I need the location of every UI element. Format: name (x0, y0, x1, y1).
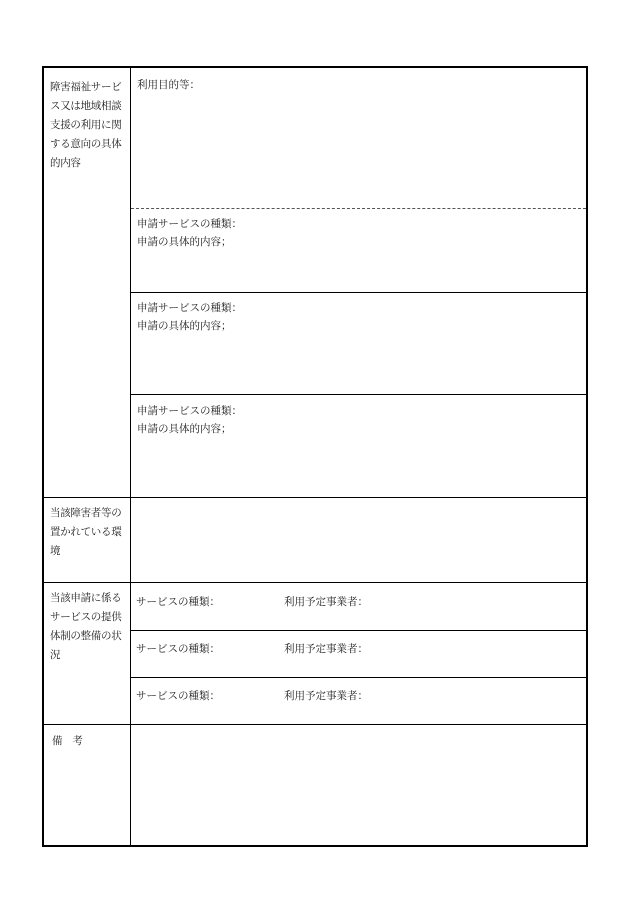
purpose-divider (131, 208, 586, 209)
section-divider (44, 497, 586, 498)
request-block-2[interactable] (137, 299, 242, 335)
provision-row-3[interactable] (136, 688, 368, 703)
request-service-label: 申請サービスの種類： (137, 218, 242, 230)
purpose-field[interactable] (137, 76, 200, 94)
section-divider (44, 582, 586, 583)
environment-field[interactable] (132, 499, 586, 581)
provision-provider-label: 利用予定事業者： (284, 690, 368, 702)
provision-provider-label: 利用予定事業者： (284, 596, 368, 608)
service-plan-form-table (42, 66, 588, 847)
provision-row-1[interactable] (136, 594, 368, 609)
request-block-3[interactable] (137, 402, 242, 438)
request-divider (131, 394, 586, 395)
request-detail-label: 申請の具体的内容； (137, 320, 232, 332)
provision-service-label: サービスの種類： (136, 643, 220, 655)
request-divider (131, 292, 586, 293)
provision-divider (131, 677, 586, 678)
purpose-label: 利用目的等： (137, 79, 200, 91)
remarks-section-label: 備 考 (52, 735, 83, 747)
provision-section-label: 当該申請に係るサービスの提供体制の整備の状況 (50, 592, 122, 661)
environment-section-label: 当該障害者等の置かれている環境 (50, 507, 122, 557)
provision-row-2[interactable] (136, 641, 368, 656)
provision-service-label: サービスの種類： (136, 690, 220, 702)
provision-service-label: サービスの種類： (136, 596, 220, 608)
provision-divider (131, 630, 586, 631)
remarks-field[interactable] (132, 726, 586, 845)
request-block-1[interactable] (137, 215, 242, 251)
request-detail-label: 申請の具体的内容； (137, 236, 232, 248)
intent-section-label: 障害福祉サービス又は地域相談支援の利用に関する意向の具体的内容 (50, 81, 122, 169)
request-detail-label: 申請の具体的内容； (137, 423, 232, 435)
request-service-label: 申請サービスの種類： (137, 302, 242, 314)
column-divider (130, 68, 131, 845)
provision-provider-label: 利用予定事業者： (284, 643, 368, 655)
section-divider (44, 724, 586, 725)
request-service-label: 申請サービスの種類： (137, 405, 242, 417)
